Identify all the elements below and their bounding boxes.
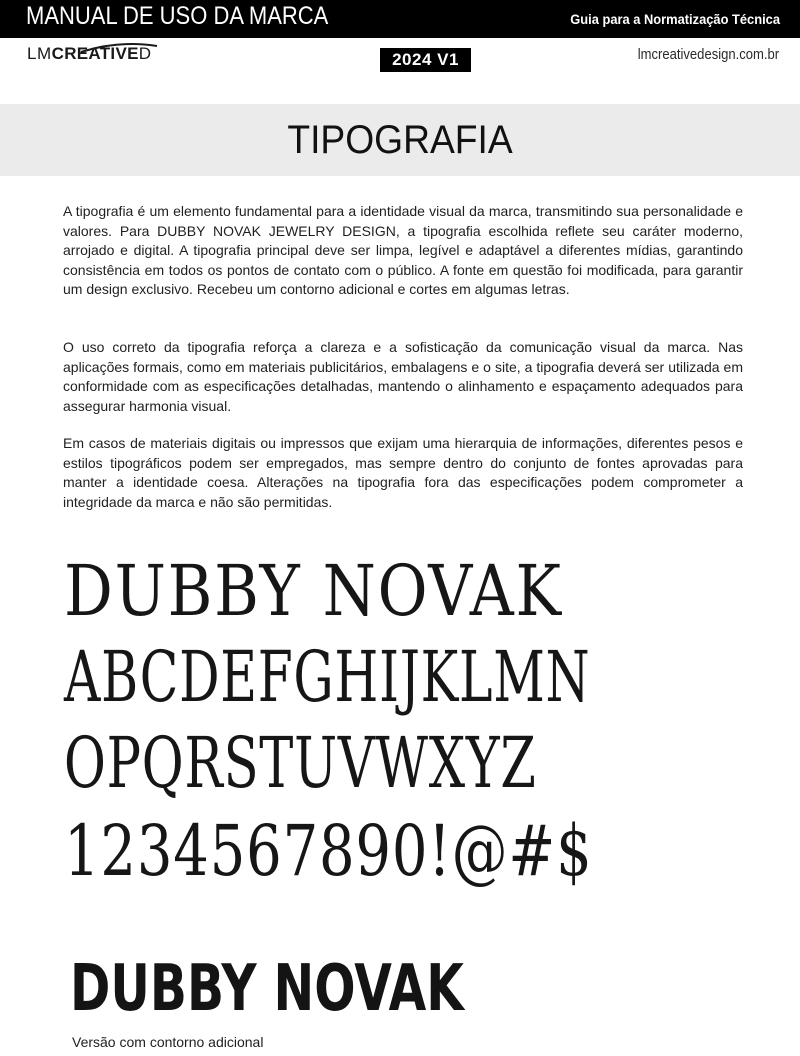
- logo-text-creative: CREATIVE: [51, 44, 139, 63]
- logo-swoosh-icon: [79, 42, 159, 54]
- section-title: TIPOGRAFIA: [287, 118, 513, 162]
- logo-text-lm: LM: [27, 44, 52, 63]
- font-specimen-name: DUBBY NOVAK: [64, 550, 563, 632]
- manual-title: MANUAL DE USO DA MARCA: [26, 2, 329, 30]
- paragraph-usage: O uso correto da tipografia reforça a clareza e a sofisticação da comunicação visual da marca. Nas aplicações formais, como em materiais publicitários, embalagens e o site, a tipografia deverá ser utilizada em conformidade com as especificações detalhadas, mantendo o alinhamento e espaçamento adequados para assegurar harmonia visual.: [63, 339, 743, 414]
- outlined-version-caption: Versão com contorno adicional: [72, 1034, 264, 1050]
- manual-subtitle: Guia para a Normatização Técnica: [570, 11, 780, 27]
- font-specimen-a-n: ABCDEFGHIJKLMN: [64, 636, 591, 718]
- top-bar: [0, 0, 800, 38]
- paragraph-hierarchy: Em casos de materiais digitais ou impressos que exijam uma hierarquia de informações, diferentes pesos e estilos tipográficos podem ser empregados, mas sempre dentro do conjunto de fontes aprovadas para manter a identidade coesa. Alterações na tipografia fora das especificações podem comprometer a integridade da marca e não são permitidas.: [63, 435, 743, 510]
- font-specimen-outlined-name: DUBBY NOVAK: [70, 952, 464, 1026]
- website-url: lmcreativedesign.com.br: [637, 47, 779, 63]
- paragraph-intro: A tipografia é um elemento fundamental para a identidade visual da marca, transmitindo sua personalidade e valores. Para DUBBY NOVAK JEWELRY DESIGN, a tipografia escolhida reflete seu caráter moderno, arrojado e digital. A tipografia principal deve ser limpa, legível e adaptável a diferentes mídias, garantindo consistência em todos os pontos de contato com o público. A fonte em questão foi modificada, para garantir um design exclusivo. Recebeu um contorno adicional e cortes em algumas letras.: [63, 203, 743, 297]
- logo-text-d: D: [138, 44, 152, 63]
- version-badge: 2024 V1: [380, 48, 471, 72]
- font-specimen-o-z: OPQRSTUVWXYZ: [64, 722, 537, 804]
- section-title-band: [0, 104, 800, 176]
- font-specimen-numbers-symbols: 1234567890!@#$: [64, 810, 593, 892]
- lmcreative-logo: [27, 44, 152, 70]
